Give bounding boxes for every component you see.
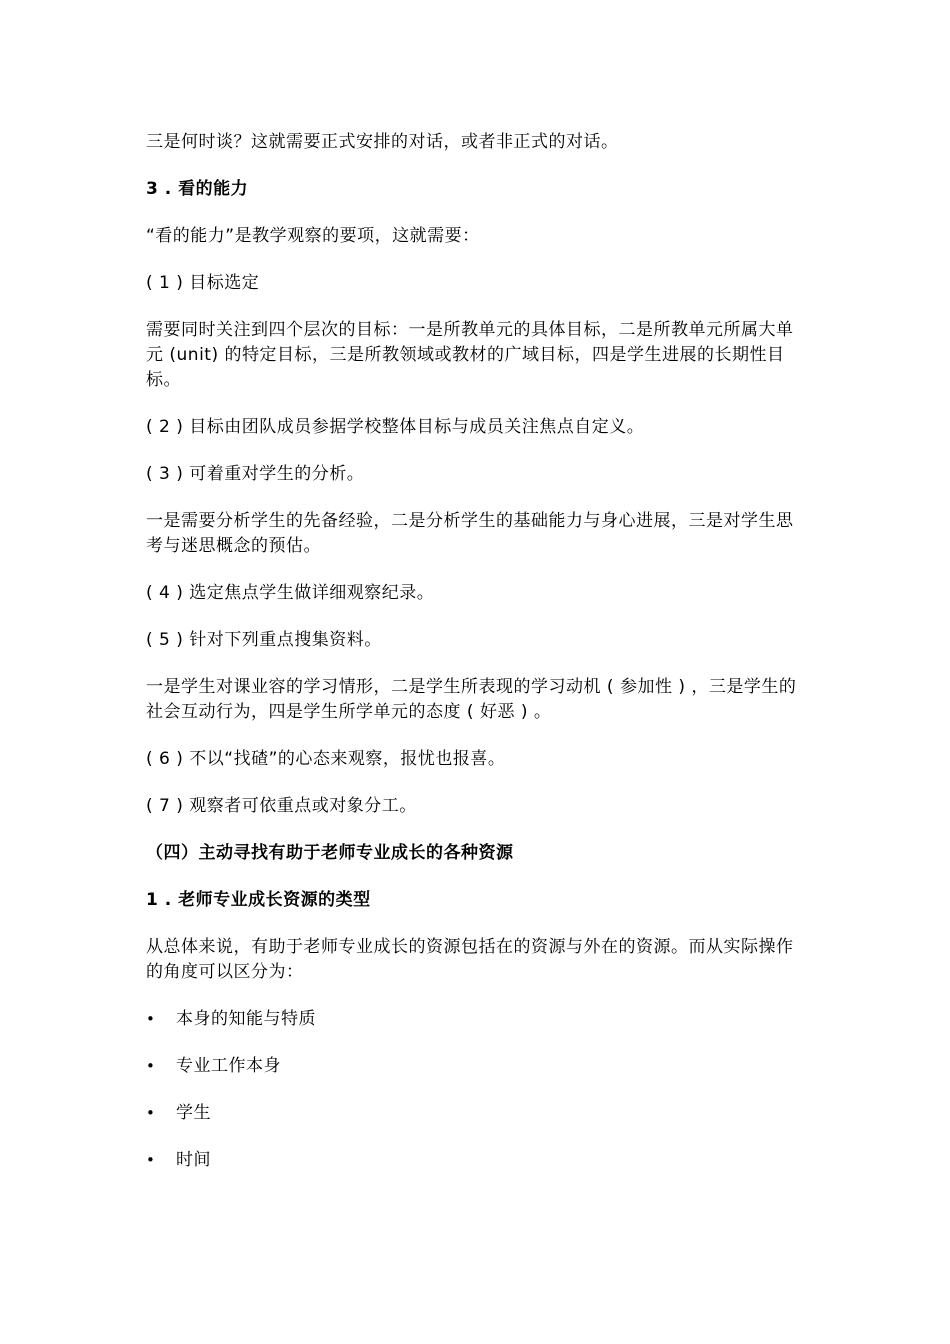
document-page: [146, 130, 806, 1195]
bullet-item: [146, 1101, 806, 1126]
numbered-item: ( 5 ) 针对下列重点搜集资料。: [146, 630, 382, 650]
bullet-icon: •: [146, 1057, 156, 1075]
paragraph: 需要同时关注到四个层次的目标：一是所教单元的具体目标，二是所教单元所属大单元 (unit) 的特定目标，三是所教领域或教材的广域目标，四是学生进展的长期性目标。: [146, 320, 794, 390]
numbered-item: ( 1 ) 目标选定: [146, 273, 260, 293]
bullet-item: [146, 1148, 806, 1173]
bullet-icon: •: [146, 1010, 156, 1028]
bullet-text: 专业工作本身: [176, 1056, 281, 1076]
section-heading: 3 . 看的能力: [146, 179, 249, 199]
numbered-item: ( 7 ) 观察者可依重点或对象分工。: [146, 796, 417, 816]
paragraph: 从总体来说，有助于老师专业成长的资源包括在的资源与外在的资源。而从实际操作的角度可以区分为：: [146, 937, 794, 982]
bullet-text: 本身的知能与特质: [176, 1009, 316, 1029]
bullet-icon: •: [146, 1104, 156, 1122]
numbered-item: ( 6 ) 不以“找碴”的心态来观察，报忧也报喜。: [146, 749, 506, 769]
bullet-icon: •: [146, 1151, 156, 1169]
paragraph: 一是学生对课业容的学习情形，二是学生所表现的学习动机 ( 参加性 ) ，三是学生的社会互动行为，四是学生所学单元的态度 ( 好恶 ) 。: [146, 677, 797, 722]
numbered-item: ( 3 ) 可着重对学生的分析。: [146, 464, 365, 484]
bullet-text: 学生: [176, 1103, 211, 1123]
bullet-item: [146, 1007, 806, 1032]
numbered-item: ( 4 ) 选定焦点学生做详细观察纪录。: [146, 583, 435, 603]
bullet-item: [146, 1054, 806, 1079]
paragraph: 三是何时谈？这就需要正式安排的对话，或者非正式的对话。: [146, 132, 619, 152]
subsection-heading: 1 . 老师专业成长资源的类型: [146, 890, 371, 910]
numbered-item: ( 2 ) 目标由团队成员参据学校整体目标与成员关注焦点自定义。: [146, 417, 645, 437]
bullet-text: 时间: [176, 1150, 211, 1170]
paragraph: “看的能力”是教学观察的要项，这就需要：: [146, 226, 480, 246]
paragraph: 一是需要分析学生的先备经验，二是分析学生的基础能力与身心进展，三是对学生思考与迷思概念的预估。: [146, 511, 794, 556]
section-heading: （四）主动寻找有助于老师专业成长的各种资源: [146, 843, 514, 863]
